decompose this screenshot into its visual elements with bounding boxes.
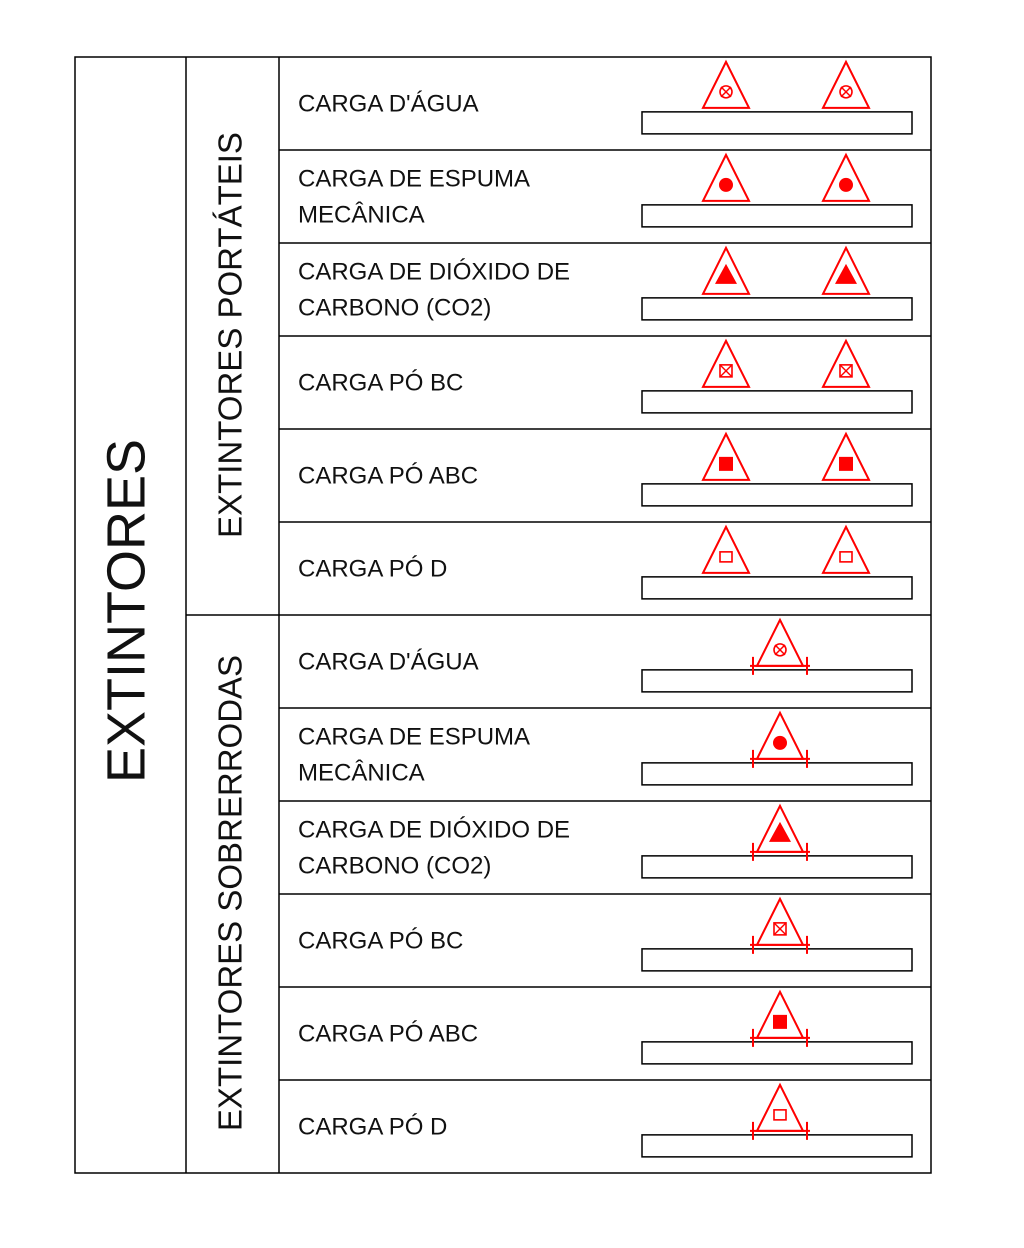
row-label: CARGA PÓ D [298, 1113, 448, 1141]
d-square-icon [720, 552, 732, 562]
legend-rows [186, 62, 931, 1157]
wall-bar [642, 298, 912, 320]
row-label: CARGA DE ESPUMA [298, 165, 531, 193]
extinguisher-symbol-icon [750, 713, 810, 768]
row-label: CARGA DE DIÓXIDO DE [298, 816, 571, 844]
extinguisher-symbol-icon [703, 434, 749, 480]
abc-square-icon [719, 457, 733, 471]
row-label: MECÂNICA [298, 759, 425, 787]
extinguisher-symbol-icon [703, 527, 749, 573]
triangle-outline [823, 341, 869, 387]
row-label: CARGA PÓ BC [298, 927, 464, 955]
triangle-outline [703, 62, 749, 108]
extinguisher-symbol-icon [750, 1085, 810, 1140]
triangle-outline [823, 62, 869, 108]
legend-row [279, 894, 931, 971]
extinguisher-symbol-icon [823, 341, 869, 387]
extinguisher-symbol-icon [823, 248, 869, 294]
extinguisher-symbol-icon [823, 434, 869, 480]
triangle-outline [757, 620, 803, 666]
group-title-wheeled: EXTINTORES SOBRERRODAS [211, 654, 249, 1132]
wall-bar [642, 484, 912, 506]
legend-row [279, 708, 931, 787]
extinguisher-symbol-icon [703, 155, 749, 201]
legend-row [298, 62, 912, 134]
row-label: CARGA D'ÁGUA [298, 648, 479, 676]
legend-row [186, 615, 931, 692]
foam-dot-icon [719, 178, 733, 192]
wall-bar [642, 856, 912, 878]
extinguisher-symbol-icon [750, 992, 810, 1047]
legend-row [279, 987, 931, 1064]
legend-row [279, 336, 931, 413]
extinguisher-symbol-icon [750, 620, 810, 675]
wall-bar [642, 577, 912, 599]
wall-bar [642, 391, 912, 413]
abc-square-icon [839, 457, 853, 471]
wall-bar [642, 670, 912, 692]
row-label: CARGA PÓ D [298, 555, 448, 583]
wall-bar [642, 112, 912, 134]
extinguisher-symbol-icon [823, 155, 869, 201]
triangle-outline [703, 527, 749, 573]
row-label: CARGA PÓ ABC [298, 462, 479, 490]
wall-bar [642, 1135, 912, 1157]
row-label: CARGA PÓ BC [298, 369, 464, 397]
triangle-outline [757, 899, 803, 945]
extinguisher-symbol-icon [823, 527, 869, 573]
row-label: MECÂNICA [298, 201, 425, 229]
wall-bar [642, 949, 912, 971]
row-label: CARGA DE ESPUMA [298, 723, 531, 751]
foam-dot-icon [839, 178, 853, 192]
abc-square-icon [773, 1015, 787, 1029]
row-label: CARGA D'ÁGUA [298, 90, 479, 118]
legend-row [279, 429, 931, 506]
extinguisher-symbol-icon [703, 62, 749, 108]
legend-row [279, 150, 931, 229]
wall-bar [642, 205, 912, 227]
d-square-icon [774, 1110, 786, 1120]
legend-row [279, 1080, 931, 1157]
triangle-outline [757, 1085, 803, 1131]
foam-dot-icon [773, 736, 787, 750]
wall-bar [642, 763, 912, 785]
main-title: EXTINTORES [96, 438, 157, 784]
row-label: CARGA PÓ ABC [298, 1020, 479, 1048]
row-label: CARGA DE DIÓXIDO DE [298, 258, 571, 286]
triangle-outline [703, 341, 749, 387]
legend-row [279, 522, 931, 599]
extinguisher-symbol-icon [703, 341, 749, 387]
row-label: CARBONO (CO2) [298, 852, 492, 880]
legend-row [279, 243, 931, 322]
group-title-portable: EXTINTORES PORTÁTEIS [211, 132, 249, 538]
triangle-outline [823, 527, 869, 573]
extinguisher-symbol-icon [750, 806, 810, 861]
row-label: CARBONO (CO2) [298, 294, 492, 322]
extinguisher-symbol-icon [823, 62, 869, 108]
extinguisher-symbol-icon [750, 899, 810, 954]
extinguisher-symbol-icon [703, 248, 749, 294]
legend-row [279, 801, 931, 880]
d-square-icon [840, 552, 852, 562]
wall-bar [642, 1042, 912, 1064]
